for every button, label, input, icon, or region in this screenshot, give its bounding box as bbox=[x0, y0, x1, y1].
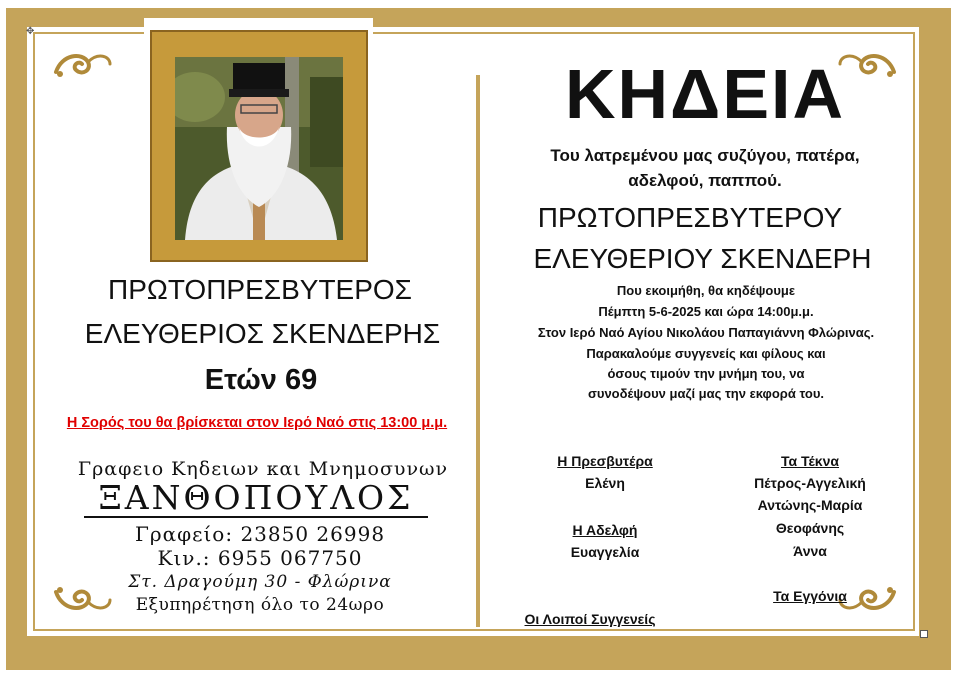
resize-handle-icon[interactable] bbox=[920, 630, 928, 638]
funeral-home-service: Εξυπηρέτηση όλο το 24ωρο bbox=[135, 595, 385, 615]
child-name: Αντώνης-Μαρία bbox=[757, 497, 863, 513]
intro-line1: Του λατρεμένου μας συζύγου, πατέρα, bbox=[550, 146, 860, 165]
portrait-photo bbox=[175, 57, 343, 240]
funeral-home-office-phone: Γραφείο: 23850 26998 bbox=[134, 522, 386, 546]
sister-name: Ευαγγελία bbox=[570, 544, 640, 560]
ornament-top-left-icon bbox=[52, 48, 114, 82]
body-line: συνοδέψουν μαζί μας την εκφορά του. bbox=[587, 386, 824, 401]
left-name-line1: ΠΡΩΤΟΠΡΕΣΒΥΤΕΡΟΣ bbox=[108, 274, 412, 305]
page-title: ΚΗΔΕΙΑ bbox=[564, 55, 846, 133]
move-handle-icon[interactable]: ✥ bbox=[26, 26, 35, 37]
body-line: Πέμπτη 5-6-2025 και ώρα 14:00μ.μ. bbox=[598, 304, 814, 319]
body-line: όσους τιμούν την μνήμη του, να bbox=[607, 366, 805, 381]
body-line: Παρακαλούμε συγγενείς και φίλους και bbox=[586, 346, 826, 361]
wife-name: Ελένη bbox=[585, 475, 625, 491]
sister-label: Η Αδελφή bbox=[572, 522, 638, 538]
children-label: Τα Τέκνα bbox=[780, 453, 840, 469]
left-age: Ετών 69 bbox=[204, 364, 318, 396]
funeral-home-address: Στ. Δραγούμη 30 - Φλώρινα bbox=[128, 572, 392, 592]
child-name: Πέτρος-Αγγελική bbox=[754, 475, 866, 491]
funeral-home-heading: Γραφειο Κηδειων και Μνημοσυνων bbox=[77, 458, 449, 480]
child-name: Άννα bbox=[793, 543, 827, 559]
wife-label: Η Πρεσβυτέρα bbox=[557, 453, 653, 469]
body-line: Που εκοιμήθη, θα κηδέψουμε bbox=[616, 283, 796, 298]
child-name: Θεοφάνης bbox=[775, 520, 845, 536]
grandchildren-label: Τα Εγγόνια bbox=[773, 588, 847, 604]
relatives-label: Οι Λοιποί Συγγενείς bbox=[524, 611, 656, 627]
body-notice: Η Σορός του θα βρίσκεται στον Ιερό Ναό στις 13:00 μ.μ. bbox=[66, 415, 448, 431]
ornament-bottom-left-icon bbox=[52, 582, 114, 616]
deceased-line2: ΕΛΕΥΘΕΡΙΟΥ ΣΚΕΝΔΕΡΗ bbox=[533, 243, 872, 274]
column-divider bbox=[476, 75, 480, 627]
body-line: Στον Ιερό Ναό Αγίου Νικολάου Παπαγιάννη Φλώρινας. bbox=[537, 325, 875, 340]
deceased-line1: ΠΡΩΤΟΠΡΕΣΒΥΤΕΡΟΥ bbox=[537, 202, 843, 233]
left-name-line2: ΕΛΕΥΘΕΡΙΟΣ ΣΚΕΝΔΕΡΗΣ bbox=[84, 318, 441, 349]
intro-line2: αδελφού, παππού. bbox=[628, 171, 782, 190]
funeral-home-name: ΞΑΝΘΟΠΟΥΛΟΣ bbox=[84, 480, 428, 518]
funeral-home-mobile-phone: Κιν.: 6955 067750 bbox=[157, 546, 363, 570]
